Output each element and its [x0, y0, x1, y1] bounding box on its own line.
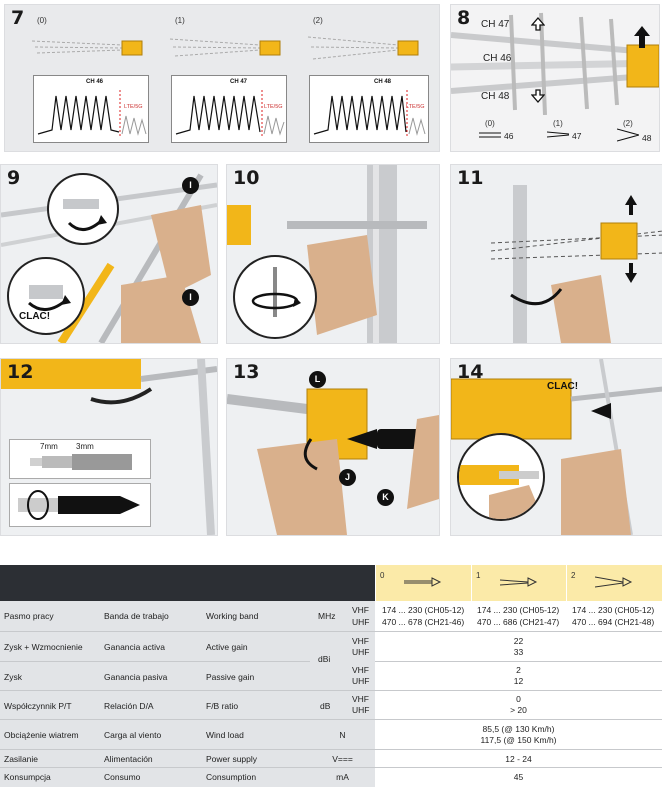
wide-lines-icon	[617, 128, 639, 142]
push-arrow-icon	[459, 435, 543, 519]
position-label: (1)	[175, 16, 185, 25]
graph-channel-label: CH 47	[230, 79, 248, 85]
antenna-position-icon	[595, 575, 635, 589]
value-vhf: 2	[516, 665, 521, 675]
label-es: Banda de trabajo	[104, 611, 169, 621]
label-en: Passive gain	[206, 672, 255, 682]
legend-value: 48	[642, 133, 652, 143]
header-dark-band	[0, 565, 375, 601]
arrow-up-icon	[531, 17, 545, 31]
spec-table-header	[0, 565, 662, 601]
unit: N	[339, 730, 346, 740]
band-uhf: UHF	[352, 705, 370, 715]
tag-i-bottom: I	[182, 289, 199, 306]
label-es: Alimentación	[104, 754, 153, 764]
tag-l: L	[309, 371, 326, 388]
rotate-arrow-icon	[49, 175, 117, 243]
label-es: Relación D/A	[104, 701, 154, 711]
step-7-position-2	[303, 5, 433, 151]
legend-value: 47	[572, 131, 582, 141]
step-number: 13	[233, 361, 260, 383]
cable-strip-diagram	[9, 439, 151, 479]
spec-row-power-supply	[0, 750, 662, 768]
clac-label: CLAC!	[547, 381, 579, 392]
cable-cross-section	[10, 440, 150, 478]
spec-row-working-band	[0, 601, 662, 632]
value-vhf: 22	[513, 636, 524, 646]
rotate-arrow-icon	[235, 257, 315, 337]
step-7-panel	[4, 4, 440, 152]
antenna-position-icon	[404, 575, 444, 589]
label-es: Carga al viento	[104, 730, 162, 740]
antenna-sketch	[27, 27, 153, 67]
label-es: Ganancia pasiva	[104, 672, 168, 682]
value-uhf: > 20	[510, 705, 527, 715]
unit: V===	[332, 754, 353, 764]
band-vhf: VHF	[352, 636, 369, 646]
column-index: 1	[476, 571, 481, 580]
step-8-panel	[450, 4, 660, 152]
step-number: 10	[233, 167, 260, 189]
label-pl: Zysk	[4, 672, 22, 682]
label-pl: Pasmo pracy	[4, 611, 54, 621]
spec-row-active-gain	[0, 632, 662, 662]
label-en: Wind load	[206, 730, 244, 740]
column-index: 2	[571, 571, 576, 580]
label-pl: Obciążenie wiatrem	[4, 730, 79, 740]
band-uhf: UHF	[352, 617, 370, 627]
band-uhf: UHF	[352, 647, 370, 657]
step-number: 11	[457, 167, 484, 189]
spectrum-plot	[172, 76, 286, 142]
lte-label: LTE/5G	[406, 104, 425, 110]
clac-label: CLAC!	[19, 311, 51, 322]
position-label: (0)	[37, 16, 47, 25]
rotation-photo	[451, 165, 662, 343]
lte-label: LTE/5G	[124, 104, 143, 110]
step-14-panel	[450, 358, 662, 536]
legend-label: (2)	[623, 119, 633, 128]
ch-mid-label: CH 46	[483, 53, 512, 64]
label-es: Consumo	[104, 772, 141, 782]
label-es: Ganancia activa	[104, 642, 165, 652]
graph-channel-label: CH 48	[374, 79, 392, 85]
band-vhf: VHF	[352, 605, 369, 615]
value-col1-vhf: 174 ... 230 (CH05-12)	[477, 605, 560, 615]
spread-lines-icon	[547, 129, 569, 139]
value-vhf: 0	[516, 694, 521, 704]
value-uhf: 33	[513, 647, 524, 657]
step-12-panel	[0, 358, 218, 536]
band-vhf: VHF	[352, 694, 369, 704]
label-pl: Zysk + Wzmocnienie	[4, 642, 83, 652]
antenna-connector-icon	[10, 484, 150, 526]
spectrum-plot	[34, 76, 148, 142]
step-11-panel	[450, 164, 662, 344]
label-en: Consumption	[206, 772, 257, 782]
value-150: 117,5 (@ 150 Km/h)	[480, 735, 557, 745]
ch-up-label: CH 47	[481, 19, 510, 30]
detail-callout	[7, 257, 85, 335]
tag-i-top: I	[182, 177, 199, 194]
value-col2-vhf: 174 ... 230 (CH05-12)	[572, 605, 655, 615]
unit: mA	[336, 772, 349, 782]
band-uhf: UHF	[352, 676, 370, 686]
tag-j: J	[339, 469, 356, 486]
value-uhf: 12	[513, 676, 524, 686]
label-en: F/B ratio	[206, 701, 239, 711]
signal-graph	[171, 75, 287, 143]
detail-callout	[47, 173, 119, 245]
spec-row-consumption	[0, 768, 662, 787]
label-en: Power supply	[206, 754, 258, 764]
step-13-panel	[226, 358, 440, 536]
connector-insert-photo	[227, 359, 439, 535]
step-9-panel	[0, 164, 218, 344]
label-en: Working band	[206, 611, 259, 621]
dimension-7mm: 7mm	[40, 442, 58, 451]
step-7-position-1	[165, 5, 291, 151]
column-index: 0	[380, 571, 385, 580]
step-number: 8	[457, 7, 471, 29]
spec-row-wind-load	[0, 720, 662, 750]
value-col2-uhf: 470 ... 694 (CH21-48)	[572, 617, 655, 627]
signal-graph	[309, 75, 429, 143]
signal-graph	[33, 75, 149, 143]
legend-label: (0)	[485, 119, 495, 128]
unit: MHz	[318, 611, 336, 621]
position-legend	[451, 117, 659, 151]
header-column-0	[375, 565, 472, 601]
step-7-position-0	[27, 5, 153, 151]
step-number: 9	[7, 167, 21, 189]
dimension-3mm: 3mm	[76, 442, 94, 451]
antenna-sketch	[303, 27, 429, 67]
row-divider	[0, 661, 310, 662]
spec-row-fb-ratio	[0, 691, 662, 720]
spec-row-passive-gain	[0, 662, 662, 691]
value-col0-vhf: 174 ... 230 (CH05-12)	[382, 605, 465, 615]
connector-diagram	[9, 483, 151, 527]
arrow-down-icon	[531, 89, 545, 103]
graph-channel-label: CH 46	[86, 79, 104, 85]
label-pl: Konsumpcja	[4, 772, 51, 782]
legend-value: 46	[504, 131, 514, 141]
row-label-bg	[0, 750, 310, 768]
detail-callout	[457, 433, 545, 521]
value: 12 - 24	[505, 754, 532, 764]
unit: dB	[320, 701, 331, 711]
band-vhf: VHF	[352, 665, 369, 675]
ch-down-label: CH 48	[481, 91, 510, 102]
spectrum-plot	[310, 76, 428, 142]
tag-k: K	[377, 489, 394, 506]
value-col0-uhf: 470 ... 678 (CH21-46)	[382, 617, 465, 627]
antenna-position-icon	[500, 575, 540, 589]
label-en: Active gain	[206, 642, 248, 652]
parallel-lines-icon	[479, 131, 501, 139]
label-pl: Zasilanie	[4, 754, 39, 764]
step-number: 12	[7, 361, 34, 383]
antenna-sketch	[165, 27, 291, 67]
arrow-up-icon	[633, 25, 651, 49]
header-column-2	[566, 565, 662, 601]
step-number: 14	[457, 361, 484, 383]
step-number: 7	[11, 7, 25, 29]
row-divider	[375, 661, 662, 662]
value-col1-uhf: 470 ... 686 (CH21-47)	[477, 617, 560, 627]
position-label: (2)	[313, 16, 323, 25]
value-130: 85,5 (@ 130 Km/h)	[482, 724, 555, 734]
legend-label: (1)	[553, 119, 563, 128]
value: 45	[513, 772, 524, 782]
step-10-panel	[226, 164, 440, 344]
header-column-1	[471, 565, 567, 601]
detail-callout	[233, 255, 317, 339]
lte-label: LTE/5G	[264, 104, 283, 110]
unit-dbi: dBi	[318, 654, 331, 664]
label-pl: Współczynnik P/T	[4, 701, 72, 711]
